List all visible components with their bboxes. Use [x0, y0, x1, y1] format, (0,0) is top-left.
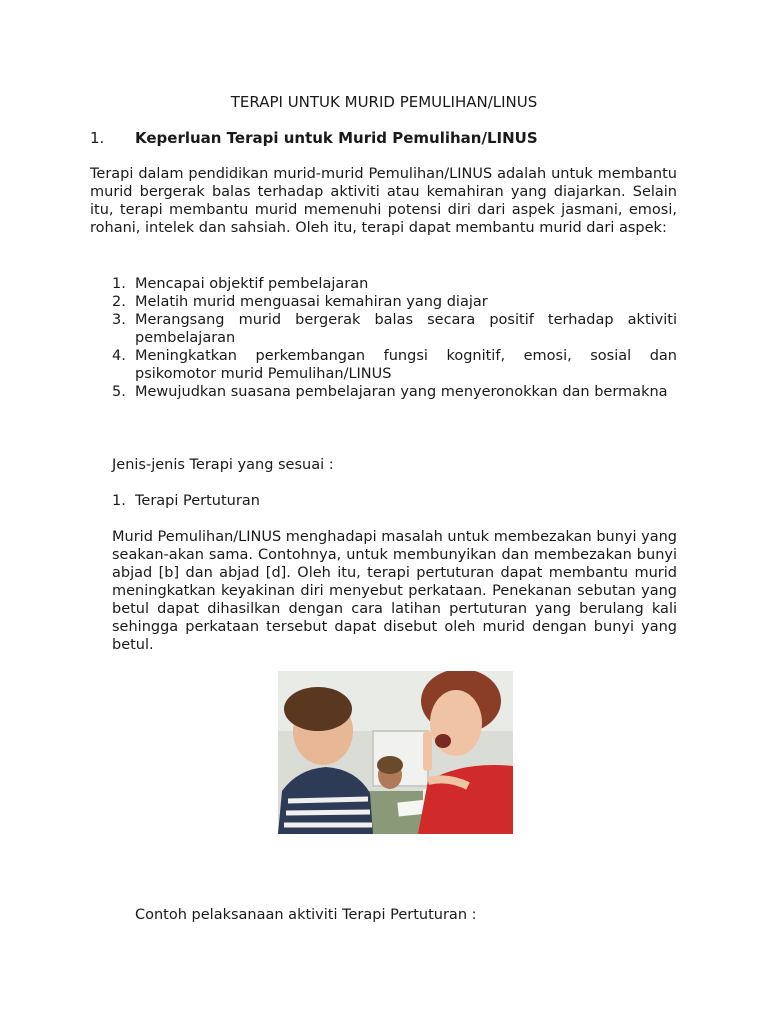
- list-item-text: Mewujudkan suasana pembelajaran yang menyeronokkan dan bermakna: [135, 384, 668, 400]
- section-heading: [90, 129, 690, 147]
- photo-illustration: [278, 671, 513, 834]
- speech-therapy-photo: [278, 671, 513, 834]
- list-item: [112, 347, 677, 383]
- therapy-types-label: Jenis-jenis Terapi yang sesuai :: [112, 457, 334, 473]
- speech-therapy-paragraph: Murid Pemulihan/LINUS menghadapi masalah untuk membezakan bunyi yang seakan-akan sama. Contohnya, untuk membunyikan dan membezakan bunyi abjad [b] dan abjad [d]. Oleh itu, terapi pertuturan dapat membantu murid meningkatkan keyakinan diri menyebut perkataan. Penekanan sebutan yang betul dapat dihasilkan dengan cara latihan pertuturan yang berulang kali sehingga perkataan tersebut dapat disebut oleh murid dengan bunyi yang betul.: [112, 529, 677, 653]
- list-item-number: 5.: [112, 384, 126, 400]
- list-item-text: Mencapai objektif pembelajaran: [135, 276, 369, 292]
- list-item-number: 4.: [112, 348, 126, 364]
- therapy-item: [112, 492, 260, 510]
- list-item-text: Merangsang murid bergerak balas secara positif terhadap aktiviti pembelajaran: [135, 312, 677, 346]
- list-item: [112, 383, 677, 401]
- list-item: [112, 275, 677, 293]
- aspect-list: [112, 275, 677, 401]
- list-item-text: Melatih murid menguasai kemahiran yang diajar: [135, 294, 488, 310]
- therapy-item-number: 1.: [112, 493, 126, 509]
- section-number: 1.: [90, 129, 105, 147]
- intro-paragraph: Terapi dalam pendidikan murid-murid Pemulihan/LINUS adalah untuk membantu murid bergerak balas terhadap aktiviti atau kemahiran yang diajarkan. Selain itu, terapi membantu murid memenuhi potensi diri dari aspek jasmani, emosi, rohani, intelek dan sahsiah. Oleh itu, terapi dapat membantu murid dari aspek:: [90, 166, 677, 236]
- section-heading-text: Keperluan Terapi untuk Murid Pemulihan/LINUS: [135, 129, 538, 147]
- list-item-number: 3.: [112, 312, 126, 328]
- example-caption: Contoh pelaksanaan aktiviti Terapi Pertuturan :: [135, 907, 477, 923]
- list-item-text: Meningkatkan perkembangan fungsi kognitif, emosi, sosial dan psikomotor murid Pemulihan/LINUS: [135, 348, 677, 382]
- list-item-number: 2.: [112, 294, 126, 310]
- document-title: TERAPI UNTUK MURID PEMULIHAN/LINUS: [230, 93, 538, 111]
- therapy-item-text: Terapi Pertuturan: [135, 493, 260, 509]
- list-item-number: 1.: [112, 276, 126, 292]
- list-item: [112, 293, 677, 311]
- list-item: [112, 311, 677, 347]
